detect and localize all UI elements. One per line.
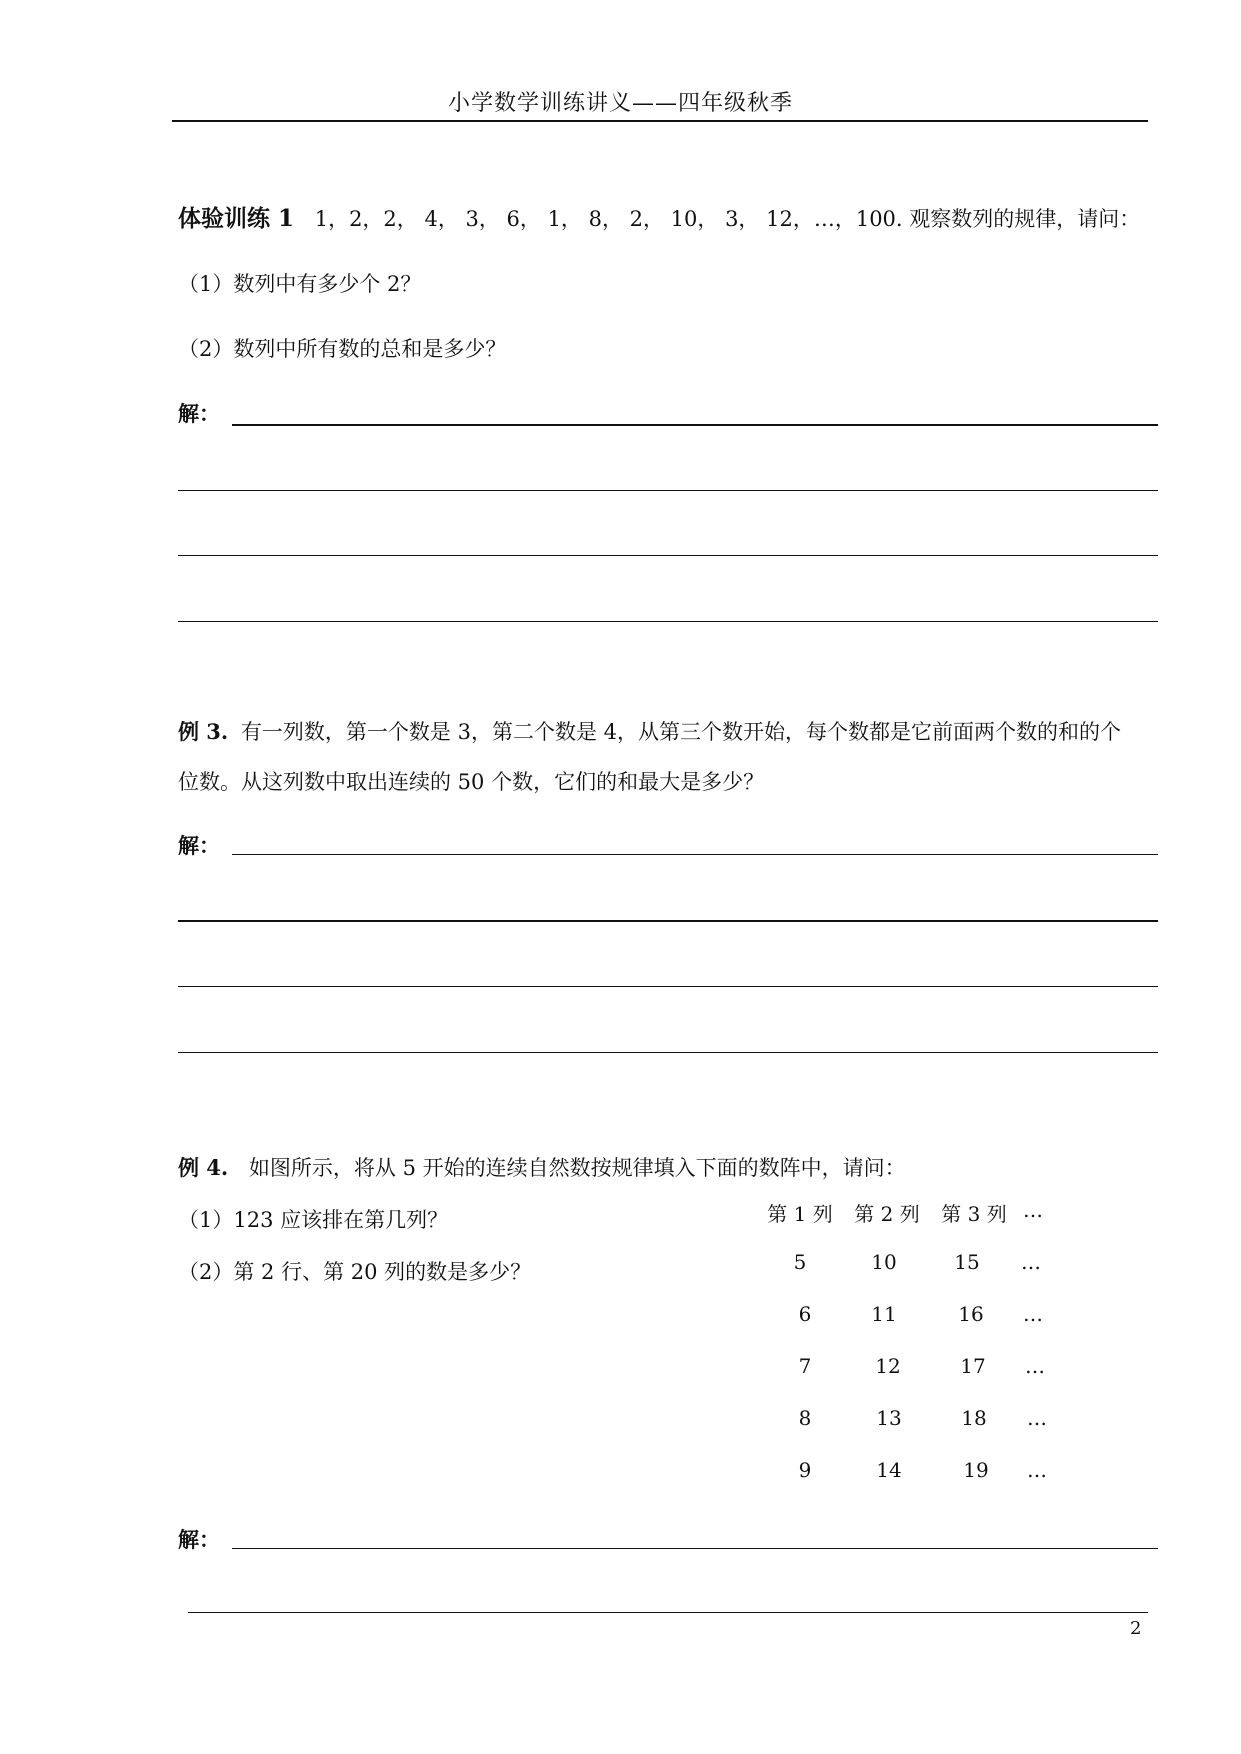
grid-cell: …: [1027, 1406, 1047, 1430]
answer-line[interactable]: [178, 920, 1158, 922]
example4-question-2: （2）第 2 行、第 20 列的数是多少？: [178, 1260, 532, 1284]
document-header-title: 小学数学训练讲义——四年级秋季: [447, 91, 793, 116]
example4-label: 例 4.: [178, 1155, 229, 1180]
answer-line[interactable]: [178, 490, 1158, 491]
grid-header-cell: 第 3 列: [941, 1202, 1007, 1226]
grid-header-cell: …: [1023, 1198, 1043, 1222]
grid-cell: 19: [963, 1458, 989, 1482]
grid-cell: 17: [960, 1354, 986, 1378]
grid-row: [760, 1250, 1090, 1302]
grid-cell: 14: [876, 1458, 902, 1482]
grid-cell: 11: [871, 1302, 897, 1326]
practice1-question-1: （1）数列中有多少个 2？: [178, 272, 422, 296]
grid-cell: 18: [961, 1406, 987, 1430]
grid-cell: 13: [876, 1406, 902, 1430]
grid-header-cell: 第 2 列: [854, 1202, 920, 1226]
example4-text: 如图所示，将从 5 开始的连续自然数按规律填入下面的数阵中，请问：: [248, 1156, 906, 1180]
practice1-line: [178, 200, 1140, 233]
header-rule: [172, 120, 1148, 122]
answer-line[interactable]: [178, 621, 1158, 622]
grid-header-row: [760, 1198, 1090, 1250]
number-grid: [760, 1198, 1090, 1510]
grid-cell: …: [1021, 1250, 1041, 1274]
example3-line-1: [178, 716, 1121, 746]
grid-cell: 10: [871, 1250, 897, 1274]
grid-cell: …: [1025, 1354, 1045, 1378]
practice1-sequence-text: 1，2，2， 4， 3， 6， 1， 8， 2， 10， 3， 12，…，100. 观察数列的规律，请问：: [314, 207, 1141, 231]
answer-line[interactable]: [232, 854, 1158, 855]
grid-row: [760, 1406, 1090, 1458]
grid-cell: 15: [954, 1250, 980, 1274]
example3-label: 例 3.: [178, 719, 229, 744]
grid-cell: …: [1027, 1458, 1047, 1482]
grid-cell: …: [1023, 1302, 1043, 1326]
example3-text-2: 位数。从这列数中取出连续的 50 个数，它们的和最大是多少？: [178, 770, 765, 794]
grid-row: [760, 1458, 1090, 1510]
answer-line[interactable]: [178, 986, 1158, 987]
answer-line[interactable]: [178, 555, 1158, 556]
example3-text-1: 有一列数，第一个数是 3，第二个数是 4，从第三个数开始，每个数都是它前面两个数的和的个: [240, 720, 1121, 744]
grid-cell: 8: [798, 1406, 812, 1430]
grid-cell: 5: [793, 1250, 807, 1274]
answer-line[interactable]: [178, 1052, 1158, 1053]
example3-answer-label: 解：: [178, 833, 220, 858]
page-number: 2: [1130, 1618, 1142, 1639]
example4-line: [178, 1152, 906, 1182]
grid-header-cell: 第 1 列: [767, 1202, 833, 1226]
example4-question-1: （1）123 应该排在第几列？: [178, 1208, 449, 1232]
practice1-label: 体验训练 1: [178, 205, 295, 232]
footer-rule: [188, 1612, 1148, 1613]
grid-cell: 6: [798, 1302, 812, 1326]
answer-line[interactable]: [232, 424, 1158, 426]
grid-cell: 9: [798, 1458, 812, 1482]
grid-cell: 7: [798, 1354, 812, 1378]
example4-answer-label: 解：: [178, 1527, 220, 1552]
grid-cell: 12: [875, 1354, 901, 1378]
grid-cell: 16: [958, 1302, 984, 1326]
grid-row: [760, 1354, 1090, 1406]
practice1-question-2: （2）数列中所有数的总和是多少？: [178, 337, 507, 361]
grid-row: [760, 1302, 1090, 1354]
practice1-answer-label: 解：: [178, 401, 220, 426]
answer-line[interactable]: [232, 1548, 1158, 1549]
